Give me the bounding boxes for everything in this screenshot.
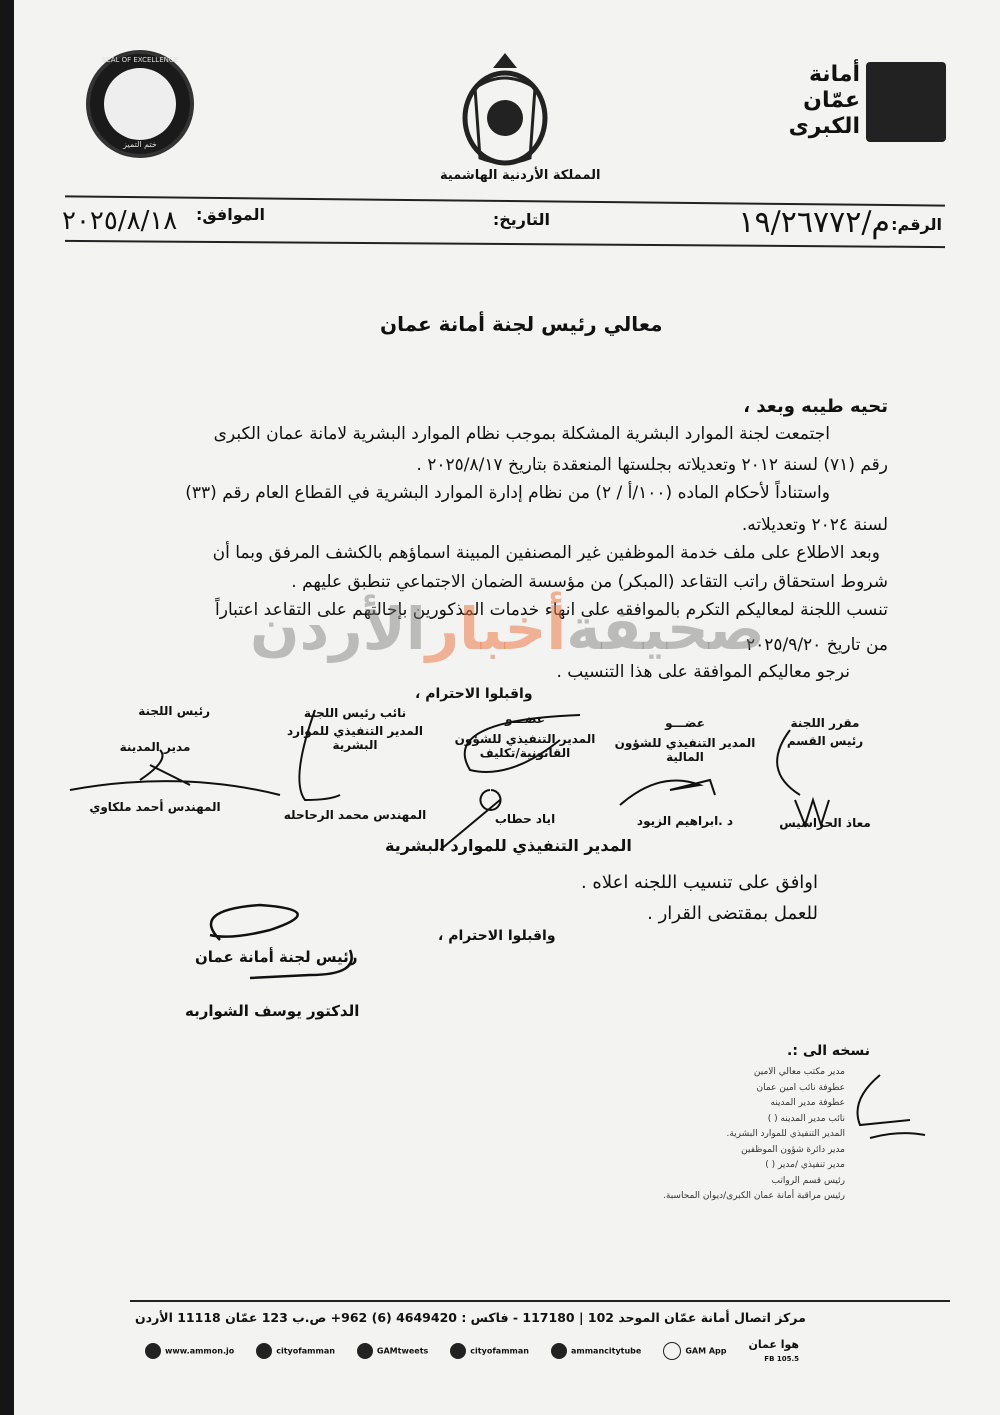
footer-social xyxy=(145,1338,799,1364)
cc-item: عطوفة نائب امين عمان xyxy=(756,1082,845,1093)
twitter-link[interactable] xyxy=(357,1343,428,1359)
footer-contact: مركز اتصال أمانة عمّان الموحد 102 | 117180 - فاكس : 4649420 (6) 962+ ص.ب 123 عمّان 11118 الأردن xyxy=(135,1310,806,1325)
cc-item: مدير مكتب معالي الامين xyxy=(753,1067,845,1077)
social-label: GAMtweets xyxy=(376,1346,429,1356)
youtube-link[interactable] xyxy=(551,1343,641,1359)
signatory-name: المهندس محمد الرحاحله xyxy=(283,808,427,822)
addressee: معالي رئيس لجنة أمانة عمان xyxy=(380,312,663,336)
youtube-icon xyxy=(551,1343,567,1359)
app-icon xyxy=(663,1342,681,1360)
globe-icon xyxy=(145,1343,161,1359)
twitter-icon xyxy=(357,1343,373,1359)
greeting: تحيه طيبه وبعد ، xyxy=(743,396,888,417)
radio-name: هوا عمان xyxy=(748,1338,800,1351)
website-link[interactable] xyxy=(145,1343,234,1359)
footer-divider xyxy=(130,1300,950,1302)
body-line: شروط استحقاق راتب التقاعد (المبكر) من مؤسسة الضمان الاجتماعي تنطبق عليهم . xyxy=(291,572,888,592)
hijri-label: الموافق: xyxy=(195,205,265,224)
body-line: من تاريخ ٢٠٢٥/٩/٢٠ xyxy=(745,635,888,655)
social-label: cityofamman xyxy=(470,1346,529,1356)
cc-item: عطوفة مدير المدينه xyxy=(770,1098,845,1108)
hijri-value: ٢٠٢٥/٨/١٨ xyxy=(62,206,178,236)
signatory-title: المدير التنفيذي للشؤون القانونية/تكليف xyxy=(454,732,596,760)
body-line: لسنة ٢٠٢٤ وتعديلاته. xyxy=(741,515,888,535)
body-line: وبعد الاطلاع على ملف خدمة الموظفين غير المصنفين المبينة اسماؤهم بالكشف المرفق وبما أن xyxy=(212,543,880,563)
facebook-icon xyxy=(256,1343,272,1359)
cc-list xyxy=(663,1065,845,1205)
app-link[interactable] xyxy=(663,1342,726,1360)
cc-signature-icon xyxy=(850,1070,930,1150)
signatory-title: مدير المدينة xyxy=(119,740,191,754)
signatory-name: معاذ الحراسيس xyxy=(779,816,871,830)
amman-logo-icon xyxy=(866,62,946,142)
divider xyxy=(65,240,945,248)
radio-frequency: 105.5 FB xyxy=(764,1355,800,1363)
cc-item: رئيس مراقبة أمانة عمان الكبرى/ديوان المحاسبة. xyxy=(663,1191,845,1201)
signatory-name: المهندس أحمد ملكاوي xyxy=(89,800,221,814)
instagram-icon xyxy=(450,1343,466,1359)
instagram-link[interactable] xyxy=(450,1343,529,1359)
cc-item: مدير دائرة شؤون الموظفين xyxy=(741,1144,845,1155)
body-line: تنسب اللجنة لمعاليكم التكرم بالموافقه على انهاء خدمات المذكورين بإحالتهم على التقاعد اعتباراً xyxy=(215,600,888,620)
chair-signature-icon xyxy=(190,900,390,990)
ref-value: م/١٩/٢٦٧٧٢ xyxy=(738,205,890,240)
cc-label: نسخه الى :. xyxy=(787,1043,870,1059)
social-label: ammancitytube xyxy=(570,1346,642,1356)
cc-item: نائب مدير المدينه ( ) xyxy=(767,1113,845,1124)
hr-director-title: المدير التنفيذي للموارد البشرية xyxy=(385,836,632,855)
cc-item: المدير التنفيذي للموارد البشرية. xyxy=(726,1129,845,1139)
crest-caption: المملكة الأردنية الهاشمية xyxy=(440,168,601,183)
watermark-text: الأردن xyxy=(250,595,426,663)
radio-logo xyxy=(748,1338,799,1364)
social-label: GAM App xyxy=(685,1346,727,1356)
signatory-title: المدير التنفيذي للموارد البشرية xyxy=(287,724,423,752)
signatory-title: المدير التنفيذي للشؤون المالية xyxy=(614,736,756,764)
ref-label: الرقم: xyxy=(891,215,942,234)
seal-text: SEAL OF EXCELLENCE xyxy=(101,56,179,64)
signatory-name: اياد حطاب xyxy=(494,812,556,826)
logo-line: أمانة xyxy=(808,62,860,87)
logo-line: عمّان xyxy=(803,88,860,113)
social-label: cityofamman xyxy=(276,1346,335,1356)
approval-line: اوافق على تنسيب اللجنه اعلاه . xyxy=(580,872,818,893)
closing2: واقبلوا الاحترام ، xyxy=(438,928,556,944)
seal-caption: ختم التميز xyxy=(123,140,157,149)
cc-item: مدير تنفيذي /مدير ( ) xyxy=(765,1160,845,1170)
signatory-role: عضـــو xyxy=(505,712,545,726)
jordan-crest-icon xyxy=(455,48,555,168)
signatory-title: رئيس القسم xyxy=(786,734,864,748)
chair-name: الدكتور يوسف الشواربه xyxy=(185,1002,360,1020)
signatures-icon xyxy=(60,700,900,850)
watermark xyxy=(250,595,765,663)
logo-line: الكبرى xyxy=(788,114,860,139)
watermark-text: أخبار xyxy=(425,595,567,663)
signatory-role: عضـــو xyxy=(665,716,705,730)
closing: واقبلوا الاحترام ، xyxy=(415,686,533,702)
amman-logo xyxy=(789,62,860,140)
social-label: www.ammon.jo xyxy=(165,1346,235,1356)
chair-title: رئيس لجنة أمانة عمان xyxy=(195,948,358,966)
signatory-role: مقرر اللجنة xyxy=(790,716,860,730)
facebook-link[interactable] xyxy=(256,1343,335,1359)
signatory-name: د .ابراهيم الزيود xyxy=(636,814,734,828)
cc-item: رئيس قسم الرواتب xyxy=(771,1175,845,1186)
body-line: نرجو معاليكم الموافقة على هذا التنسيب . xyxy=(556,662,850,682)
signatory-role: رئيس اللجنة xyxy=(138,704,210,718)
date-label: التاريخ: xyxy=(492,210,550,229)
watermark-text: صحيفة xyxy=(566,595,765,663)
body-line: اجتمعت لجنة الموارد البشرية المشكلة بموجب نظام الموارد البشرية لامانة عمان الكبرى xyxy=(213,424,830,444)
body-line: واستناداً لأحكام الماده (١٠٠/أ / ٢) من نظام إدارة الموارد البشرية في القطاع العام رقم (٣٣) xyxy=(185,483,830,503)
signatory-role: نائب رئيس اللجنة xyxy=(303,706,407,720)
seal-inner xyxy=(104,68,176,140)
body-line: رقم (٧١) لسنة ٢٠١٢ وتعديلاته بجلستها المنعقدة بتاريخ ٢٠٢٥/٨/١٧ . xyxy=(416,455,888,475)
excellence-seal xyxy=(86,50,194,158)
approval-line: للعمل بمقتضى القرار . xyxy=(647,903,818,924)
